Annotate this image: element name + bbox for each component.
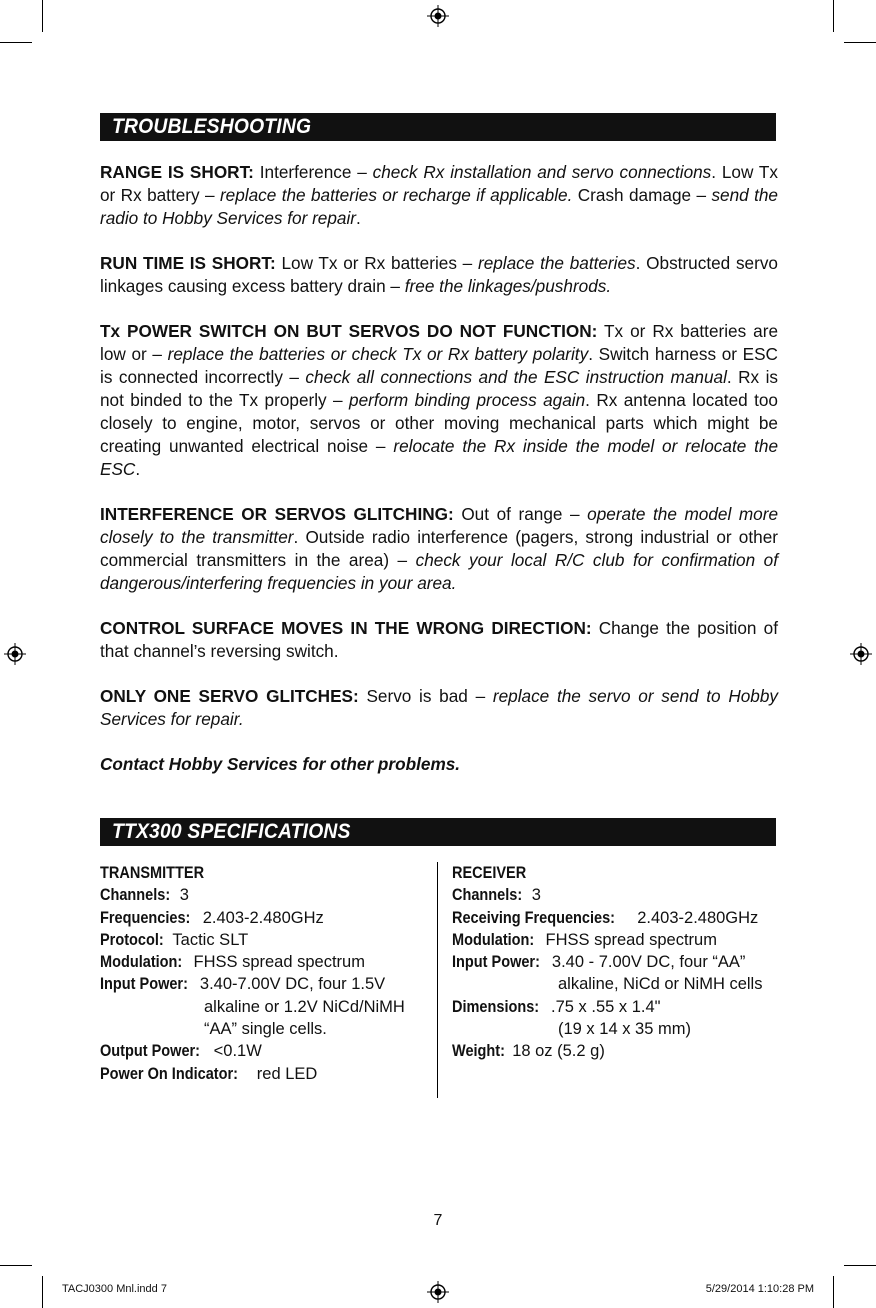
spec-label: Modulation: [452, 930, 535, 949]
spec-value: FHSS spread spectrum [193, 953, 365, 972]
troubleshooting-heading-bar [100, 113, 776, 141]
spec-row [452, 907, 782, 929]
specifications-heading: TTX300 SPECIFICATIONS [112, 820, 351, 843]
spec-label: Weight: [452, 1042, 505, 1061]
ts-remedy: check Rx installation and servo connections [372, 162, 712, 182]
ts-item-title: ONLY ONE SERVO GLITCHES: [100, 686, 359, 706]
ts-remedy: replace the batteries [477, 253, 636, 273]
spec-value: 3.40 - 7.00V DC, four “AA” [551, 953, 746, 972]
spec-label: Output Power: [100, 1042, 201, 1061]
contact-note: Contact Hobby Services for other problems. [100, 754, 461, 774]
ts-cause: . [135, 459, 141, 479]
crop-mark [42, 0, 43, 32]
spec-value: .75 x .55 x 1.4" [551, 997, 661, 1016]
ts-item-title: RUN TIME IS SHORT: [100, 253, 276, 273]
ts-item [100, 503, 778, 595]
ts-remedy: relocate the Rx inside the model or relocate the ESC [100, 436, 779, 479]
registration-mark-icon [4, 643, 26, 665]
ts-remedy: free the linkages/pushrods. [404, 276, 612, 296]
column-divider [437, 862, 438, 1098]
spec-value: 3 [531, 886, 541, 905]
transmitter-specs [100, 862, 430, 1085]
spec-label: Protocol: [100, 930, 164, 949]
spec-label: Input Power: [452, 953, 540, 972]
spec-value: 18 oz (5.2 g) [512, 1042, 605, 1061]
spec-row [100, 973, 430, 995]
ts-cause: . Outside radio interference (pagers, strong industrial or other commercial transmitters in the area) – [100, 527, 778, 570]
spec-value-continued: alkaline, NiCd or NiMH cells [558, 975, 763, 994]
ts-cause: Servo is bad – [358, 686, 493, 706]
ts-item [100, 320, 778, 481]
ts-remedy: check all connections and the ESC instruction manual [305, 367, 727, 387]
ts-item-title: INTERFERENCE OR SERVOS GLITCHING: [100, 504, 454, 524]
ts-item [100, 161, 778, 230]
spec-row [100, 951, 430, 973]
ts-cause: Interference – [253, 162, 373, 182]
spec-row [100, 884, 430, 906]
ts-cause: Change the position of that channel’s reversing switch. [100, 618, 778, 661]
ts-remedy: check your local R/C club for confirmation of dangerous/interfering frequencies in your area. [100, 550, 778, 593]
ts-item [100, 685, 778, 731]
crop-mark [0, 1265, 32, 1266]
crop-mark [833, 0, 834, 32]
spec-value-continued: (19 x 14 x 35 mm) [558, 1020, 691, 1039]
spec-label: Frequencies: [100, 908, 191, 927]
spec-row [452, 951, 782, 973]
spec-label: Channels: [100, 886, 171, 905]
spec-value: <0.1W [213, 1042, 262, 1061]
ts-cause: . Rx is not binded to the Tx properly – [100, 367, 778, 410]
receiver-title: RECEIVER [452, 864, 527, 882]
spec-label: Input Power: [100, 975, 188, 994]
footer-file-name: TACJ0300 Mnl.indd 7 [62, 1283, 167, 1295]
ts-cause: Low Tx or Rx batteries – [275, 253, 478, 273]
ts-remedy: replace the batteries or check Tx or Rx battery polarity [167, 344, 589, 364]
ts-item [100, 617, 778, 663]
ts-cause: . [356, 208, 361, 228]
spec-label: Modulation: [100, 953, 183, 972]
spec-value: red LED [256, 1064, 318, 1083]
spec-row [100, 907, 430, 929]
spec-row [452, 884, 782, 906]
spec-value: 3 [179, 886, 189, 905]
footer-timestamp: 5/29/2014 1:10:28 PM [705, 1283, 814, 1295]
ts-cause: Tx or Rx batteries are low or – [100, 321, 778, 364]
registration-mark-icon [850, 643, 872, 665]
spec-value-continued: “AA” single cells. [204, 1020, 327, 1039]
spec-label: Receiving Frequencies: [452, 908, 616, 927]
ts-cause: . Obstructed servo linkages causing excess battery drain – [100, 253, 778, 296]
crop-mark [0, 42, 32, 43]
receiver-specs [452, 862, 782, 1063]
spec-value: 2.403-2.480GHz [637, 908, 759, 927]
ts-remedy: operate the model more closely to the transmitter [100, 504, 778, 547]
specifications-heading-bar [100, 818, 776, 846]
spec-row [452, 1040, 782, 1062]
spec-row [100, 1063, 430, 1085]
crop-mark [42, 1276, 43, 1308]
ts-remedy: perform binding process again [349, 390, 586, 410]
spec-label: Power On Indicator: [100, 1064, 238, 1083]
crop-mark [844, 1265, 876, 1266]
spec-value: FHSS spread spectrum [545, 930, 717, 949]
spec-value: Tactic SLT [172, 930, 249, 949]
ts-cause: Out of range – [453, 504, 588, 524]
ts-cause: Crash damage – [572, 185, 712, 205]
transmitter-title: TRANSMITTER [100, 864, 205, 882]
crop-mark [833, 1276, 834, 1308]
spec-row [452, 929, 782, 951]
page-number: 7 [433, 1212, 443, 1229]
troubleshooting-heading: TROUBLESHOOTING [112, 115, 312, 138]
ts-cause: . Switch harness or ESC is connected incorrectly – [100, 344, 778, 387]
ts-remedy: replace the servo or send to Hobby Services for repair. [100, 686, 779, 729]
ts-remedy: replace the batteries or recharge if applicable. [219, 185, 573, 205]
spec-value: 3.40-7.00V DC, four 1.5V [199, 975, 386, 994]
ts-remedy: send the radio to Hobby Services for repair [100, 185, 778, 228]
registration-mark-icon [427, 1281, 449, 1303]
ts-item-title: CONTROL SURFACE MOVES IN THE WRONG DIRECTION: [100, 618, 592, 638]
spec-row [452, 996, 782, 1018]
spec-label: Dimensions: [452, 997, 540, 1016]
spec-row [100, 929, 430, 951]
ts-item [100, 252, 778, 298]
ts-item-title: Tx POWER SWITCH ON BUT SERVOS DO NOT FUNCTION: [100, 321, 598, 341]
crop-mark [844, 42, 876, 43]
ts-item-title: RANGE IS SHORT: [100, 162, 254, 182]
spec-value-continued: alkaline or 1.2V NiCd/NiMH [204, 997, 405, 1016]
ts-cause: . Rx antenna located too closely to engine, motor, servos or other moving mechanical parts which might be creating unwanted electrical noise – [100, 390, 778, 456]
registration-mark-icon [427, 5, 449, 27]
spec-value: 2.403-2.480GHz [202, 908, 324, 927]
spec-label: Channels: [452, 886, 523, 905]
spec-row [100, 1040, 430, 1062]
ts-cause: . Low Tx or Rx battery – [100, 162, 778, 205]
troubleshooting-body [100, 161, 778, 776]
